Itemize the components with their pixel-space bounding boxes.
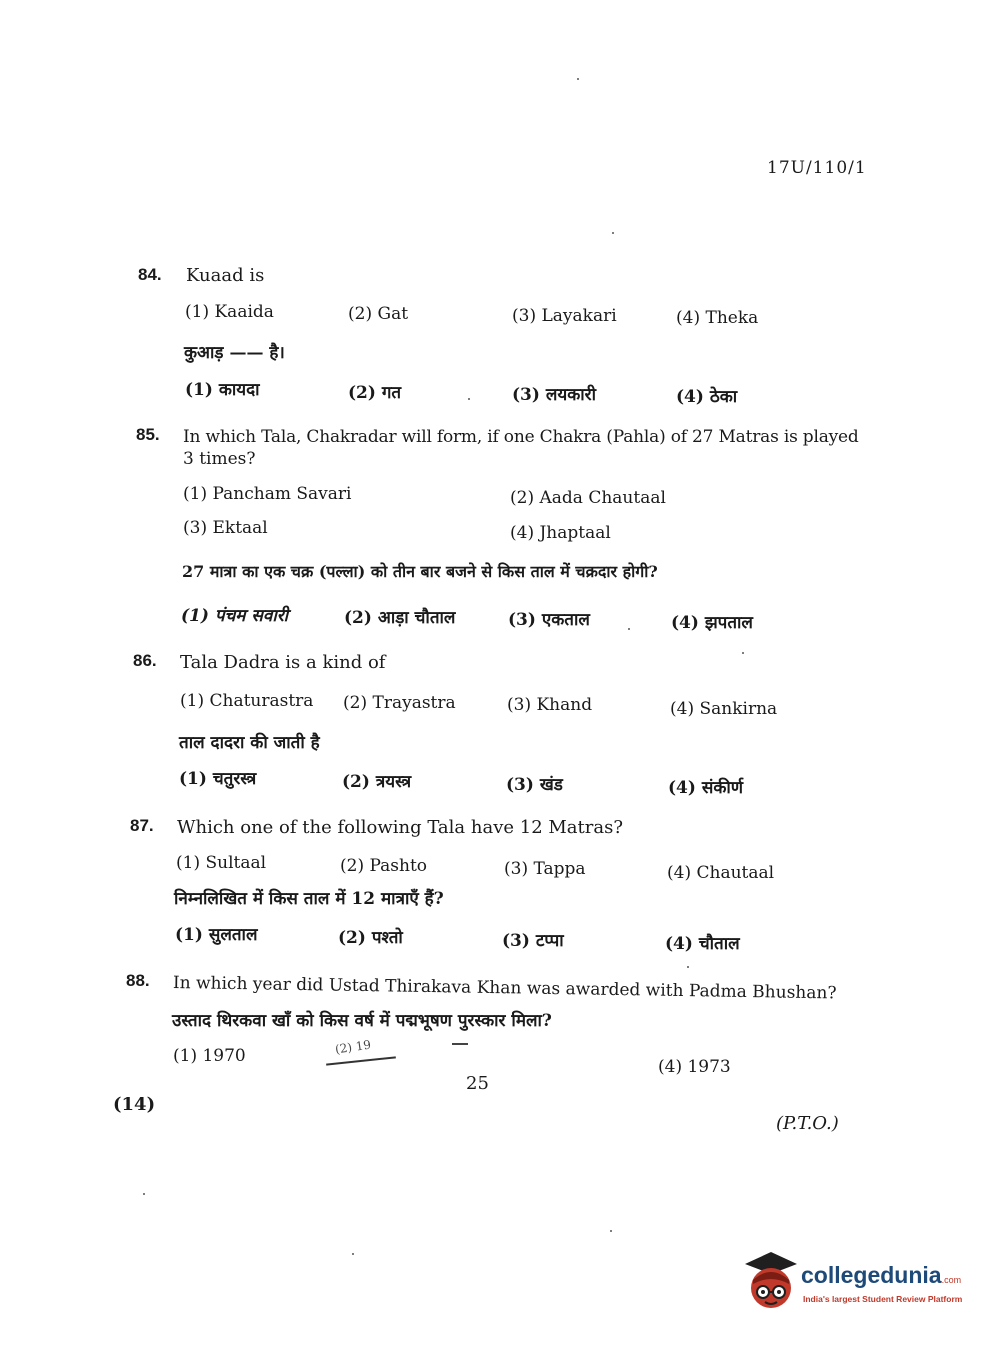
question-number: 84. [138, 265, 162, 284]
option: (4) Chautaal [667, 863, 775, 883]
option: (4) Jhaptaal [510, 523, 611, 543]
paper-code: 17U/110/1 [767, 158, 867, 178]
option: (2) 19 [334, 1037, 372, 1057]
question-text-en: Kuaad is [186, 265, 265, 286]
option-hi: (1) पंचम सवारी [181, 606, 289, 626]
option: (1) Chaturastra [180, 691, 314, 711]
question-text-hi: 27 मात्रा का एक चक्र (पल्ला) को तीन बार बजने से किस ताल में चक्रदार होगी? [182, 562, 658, 581]
option: (3) Layakari [512, 306, 617, 326]
scan-speck [468, 398, 470, 400]
option: (4) Sankirna [670, 699, 778, 719]
option: (2) Gat [348, 304, 409, 324]
option: (4) 1973 [658, 1057, 731, 1077]
logo-tld: .com [941, 1275, 962, 1285]
option: (3) Tappa [504, 859, 586, 879]
scan-speck [352, 1253, 354, 1255]
pto-label: (P.T.O.) [776, 1113, 839, 1134]
logo-name [801, 1262, 961, 1289]
torn-fold-mark [326, 1056, 396, 1065]
scan-speck [612, 232, 614, 234]
question-text-hi: कुआड़ —— है। [184, 343, 285, 363]
scan-speck [742, 652, 744, 654]
option-hi: (3) टप्पा [502, 931, 564, 951]
option: (3) Ektaal [183, 518, 268, 538]
option-hi: (2) गत [348, 383, 402, 403]
option: (3) Khand [507, 695, 593, 715]
question-number: 88. [126, 971, 150, 990]
question-text-en: In which year did Ustad Thirakava Khan was awarded with Padma Bhushan? [172, 973, 837, 1004]
option-hi: (4) ठेका [676, 387, 738, 407]
stray-mark [452, 1043, 468, 1045]
option-hi: (3) खंड [506, 775, 563, 795]
question-number: 87. [130, 816, 154, 835]
question-number: 85. [136, 425, 160, 444]
option-hi: (1) सुलताल [175, 925, 258, 945]
page-code: (14) [113, 1094, 156, 1115]
option: (2) Aada Chautaal [510, 488, 666, 508]
question-text-en: In which Tala, Chakradar will form, if one Chakra (Pahla) of 27 Matras is played [183, 427, 859, 447]
option-hi: (3) लयकारी [512, 385, 597, 405]
option: (1) Sultaal [176, 853, 267, 873]
logo-wordmark: collegedunia [801, 1262, 942, 1288]
option-hi: (4) चौताल [665, 934, 740, 954]
collegedunia-logo[interactable] [741, 1250, 976, 1320]
option-hi: (1) चतुरस्त्र [179, 769, 257, 789]
scan-speck [628, 628, 630, 630]
question-text-hi: निम्नलिखित में किस ताल में 12 मात्राएँ हैं? [174, 889, 444, 909]
scan-speck [577, 78, 579, 80]
option: (2) Pashto [340, 856, 428, 876]
option-hi: (2) त्रयस्त्र [342, 772, 412, 792]
option: (4) Theka [676, 308, 759, 328]
option: (1) Kaaida [185, 302, 274, 322]
option: (1) Pancham Savari [183, 484, 352, 504]
page-number: 25 [466, 1073, 489, 1094]
scan-speck [143, 1193, 145, 1195]
question-text-en: 3 times? [183, 449, 256, 469]
question-text-hi: उस्ताद थिरकवा खाँ को किस वर्ष में पद्मभूषण पुरस्कार मिला? [172, 1011, 552, 1031]
question-text-en: Tala Dadra is a kind of [180, 652, 386, 673]
option-hi: (2) पश्तो [338, 928, 403, 948]
option: (2) Trayastra [343, 693, 456, 713]
question-number: 86. [133, 651, 157, 670]
mascot-icon [741, 1250, 801, 1316]
question-text-en: Which one of the following Tala have 12 Matras? [177, 817, 623, 838]
option-hi: (4) संकीर्ण [668, 778, 744, 798]
option-hi: (2) आड़ा चौताल [344, 608, 456, 628]
option: (1) 1970 [173, 1046, 246, 1066]
option-hi: (1) कायदा [185, 380, 260, 400]
option-hi: (4) झपताल [671, 613, 753, 633]
logo-tagline: India's largest Student Review Platform [803, 1294, 963, 1304]
option-hi: (3) एकताल [508, 610, 590, 630]
scan-speck [610, 1230, 612, 1232]
scan-speck [687, 966, 689, 968]
question-text-hi: ताल दादरा की जाती है [179, 733, 320, 753]
